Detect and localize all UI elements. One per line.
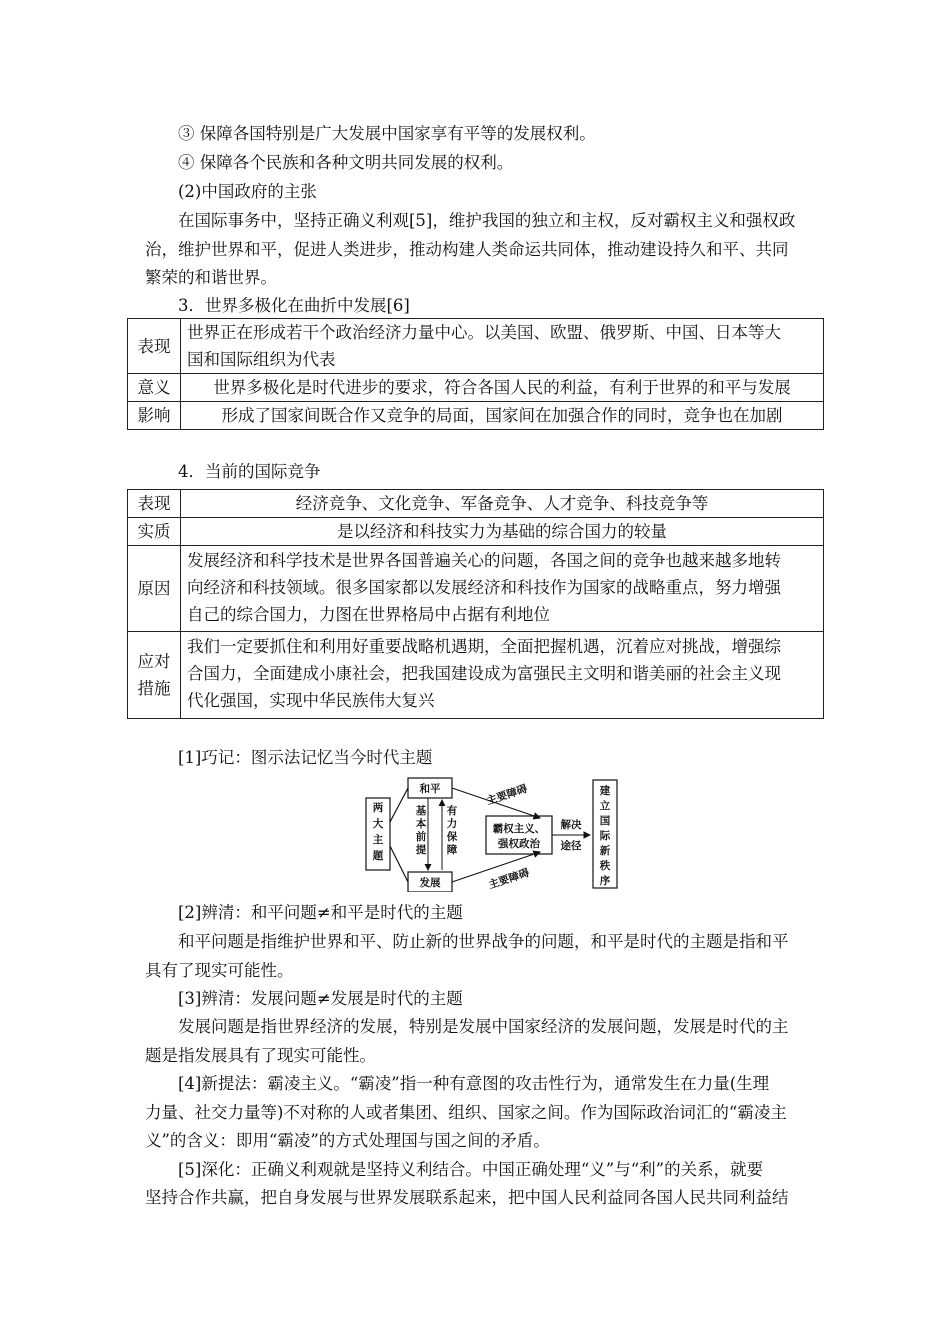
premise-char: 本: [415, 818, 427, 830]
right-box-char: 新: [599, 845, 611, 857]
premise-char: 前: [415, 831, 427, 843]
table-row: [128, 518, 824, 546]
cell-line: 世界正在形成若干个政治经济力量中心。以美国、欧盟、俄罗斯、中国、日本等大: [187, 323, 781, 342]
table-key: 表现: [128, 490, 181, 518]
table-cell: 经济竞争、文化竞争、军备竞争、人才竞争、科技竞争等: [181, 490, 824, 518]
note-line: 力量、社交力量等)不对称的人或者集团、组织、国家之间。作为国际政治词汇的“霸凌主: [145, 1103, 787, 1122]
left-box-char: 两: [372, 802, 384, 814]
note-line: [3]辨清：发展问题≠发展是时代的主题: [178, 989, 463, 1008]
solution-label: 解决: [560, 819, 582, 831]
table-key: 表现: [128, 319, 181, 374]
table-row: [128, 374, 824, 402]
table-cell: [181, 319, 824, 374]
table-row: [128, 632, 824, 719]
text-line: 在国际事务中，坚持正确义利观[5]，维护我国的独立和主权，反对霸权主义和强权政: [178, 211, 796, 230]
table-key: [128, 632, 181, 719]
premise-char: 提: [415, 844, 427, 856]
table-cell: 是以经济和科技实力为基础的综合国力的较量: [181, 518, 824, 546]
premise-char: 基: [415, 805, 427, 817]
table-row: [128, 490, 824, 518]
right-box-char: 国: [599, 815, 611, 827]
note-line: 坚持合作共赢，把自身发展与世界发展联系起来，把中国人民利益同各国人民共同利益结: [145, 1188, 789, 1207]
note-line: 发展问题是指世界经济的发展，特别是发展中国家经济的发展问题，发展是时代的主: [178, 1017, 789, 1036]
right-box-char: 序: [599, 875, 611, 887]
branch-line: [390, 846, 408, 882]
text-line: ③ 保障各国特别是广大发展中国家享有平等的发展权利。: [178, 124, 596, 143]
peace-label: 和平: [419, 783, 441, 795]
table-key: 实质: [128, 518, 181, 546]
text-line: ④ 保障各个民族和各种文明共同发展的权利。: [178, 153, 514, 172]
table-row: [128, 402, 824, 430]
cell-line: 向经济和科技领域。很多国家都以发展经济和科技作为国家的战略重点，努力增强: [187, 578, 781, 597]
left-box-char: 题: [372, 850, 384, 862]
note-line: [2]辨清：和平问题≠和平是时代的主题: [178, 903, 463, 922]
table-cell: [181, 546, 824, 632]
multipolarity-table: [127, 318, 824, 430]
text-line: 繁荣的和谐世界。: [145, 268, 277, 287]
cell-line: 国和国际组织为代表: [187, 350, 336, 369]
note-title: [1]巧记：图示法记忆当今时代主题: [178, 748, 433, 767]
left-box-char: 大: [372, 818, 384, 830]
note-line: 义”的含义：即用“霸凌”的方式处理国与国之间的矛盾。: [145, 1131, 550, 1150]
table-cell: [181, 632, 824, 719]
table-key: 影响: [128, 402, 181, 430]
note-line: [4]新提法：霸凌主义。“霸凌”指一种有意图的攻击性行为，通常发生在力量(生理: [178, 1074, 770, 1093]
cell-line: 我们一定要抓住和利用好重要战略机遇期，全面把握机遇，沉着应对挑战，增强综: [187, 637, 781, 656]
right-box-char: 际: [599, 830, 611, 842]
cell-line: 发展经济和科学技术是世界各国普遍关心的问题，各国之间的竞争也越来越多地转: [187, 551, 781, 570]
table-key: 意义: [128, 374, 181, 402]
text-line: 治，维护世界和平，促进人类进步，推动构建人类命运共同体，推动建设持久和平、共同: [145, 240, 789, 259]
era-theme-diagram: [362, 776, 620, 892]
guarantee-char: 障: [446, 844, 458, 856]
guarantee-char: 力: [446, 818, 458, 830]
table-row: [128, 546, 824, 632]
key-line: 措施: [137, 679, 171, 698]
section-heading: 4．当前的国际竞争: [178, 462, 321, 481]
key-line: 应对: [137, 652, 171, 671]
right-box-char: 建: [599, 785, 611, 797]
note-line: 和平问题是指维护世界和平、防止新的世界战争的问题，和平是时代的主题是指和平: [178, 932, 789, 951]
obstacle-label: 主要障碍: [485, 782, 529, 808]
text-line: (2)中国政府的主张: [178, 182, 317, 201]
hegemony-label: 霸权主义、: [492, 823, 546, 835]
hegemony-label: 强权政治: [498, 838, 540, 850]
solution-label: 途径: [560, 840, 582, 852]
guarantee-char: 有: [446, 805, 458, 817]
branch-line: [390, 788, 408, 822]
note-line: 题是指发展具有了现实可能性。: [145, 1046, 376, 1065]
note-line: [5]深化：正确义利观就是坚持义利结合。中国正确处理“义”与“利”的关系，就要: [178, 1160, 764, 1179]
cell-line: 自己的综合国力，力图在世界格局中占据有利地位: [187, 605, 550, 624]
left-box-char: 主: [372, 834, 384, 846]
note-line: 具有了现实可能性。: [145, 961, 294, 980]
development-label: 发展: [419, 877, 441, 889]
section-heading: 3．世界多极化在曲折中发展[6]: [178, 296, 410, 315]
cell-line: 代化强国，实现中华民族伟大复兴: [187, 691, 435, 710]
table-key: 原因: [128, 546, 181, 632]
obstacle-label: 主要障碍: [487, 866, 531, 892]
right-box-char: 秩: [599, 860, 611, 872]
competition-table: [127, 489, 824, 719]
guarantee-char: 保: [446, 831, 458, 843]
right-box-char: 立: [599, 800, 611, 812]
table-cell: 形成了国家间既合作又竞争的局面，国家间在加强合作的同时，竞争也在加剧: [181, 402, 824, 430]
table-cell: 世界多极化是时代进步的要求，符合各国人民的利益，有利于世界的和平与发展: [181, 374, 824, 402]
cell-line: 合国力，全面建成小康社会，把我国建设成为富强民主文明和谐美丽的社会主义现: [187, 664, 781, 683]
table-row: [128, 319, 824, 374]
